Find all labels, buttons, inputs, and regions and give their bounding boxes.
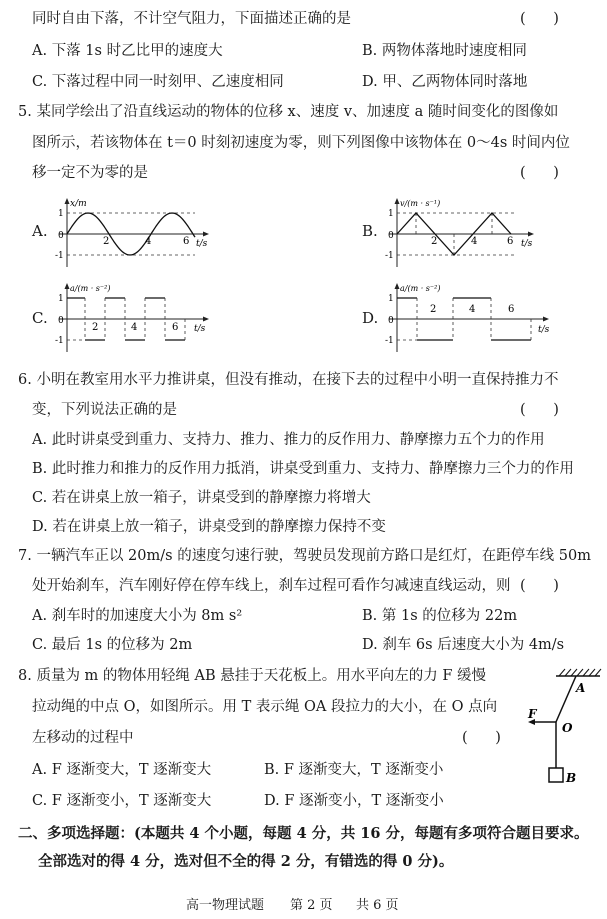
q7-option-d: D. 刹车 6s 后速度大小为 4m/s bbox=[362, 637, 565, 653]
q6-option-d: D. 若在讲桌上放一箱子，讲桌受到的静摩擦力保持不变 bbox=[32, 519, 386, 535]
q8-rope-figure bbox=[520, 666, 602, 790]
q5-graph-c-xlabel: t/s bbox=[194, 324, 206, 334]
q5-graph-b-label: B. bbox=[362, 222, 378, 240]
q4-answer-paren: ( ) bbox=[520, 11, 559, 27]
q5-graph-d-ytick-1: 1 bbox=[388, 294, 394, 304]
q5-graph-a-ytick-0: 0 bbox=[58, 231, 64, 241]
q5-graph-c-ytick-neg1: -1 bbox=[55, 336, 64, 346]
q5-stem-line-1: 5. 某同学绘出了沿直线运动的物体的位移 x、速度 v、加速度 a 随时间变化的图像如 bbox=[18, 104, 559, 120]
q5-graph-c-ylabel: a/(m · s⁻²) bbox=[70, 284, 111, 293]
q5-graph-a-tick-4: 4 bbox=[145, 236, 152, 247]
q8-option-c: C. F 逐渐变小，T 逐渐变大 bbox=[32, 793, 212, 809]
footer-page: 第 2 页 bbox=[290, 898, 333, 913]
q5-graph-a-ylabel: x/m bbox=[70, 199, 87, 209]
q5-graph-b-xlabel: t/s bbox=[521, 239, 533, 249]
q5-graph-d-ytick-neg1: -1 bbox=[385, 336, 394, 346]
section2-header-line-1: 二、多项选择题：(本题共 4 个小题，每题 4 分，共 16 分，每题有多项符合题目要求。 bbox=[18, 825, 589, 842]
q5-stem-line-2: 图所示，若该物体在 t＝0 时刻初速度为零，则下列图像中该物体在 0～4s 时间内位 bbox=[32, 135, 570, 151]
q8-point-a-label: A bbox=[576, 681, 586, 695]
q8-stem-line-1: 8. 质量为 m 的物体用轻绳 AB 悬挂于天花板上。用水平向左的力 F 缓慢 bbox=[18, 668, 487, 684]
q8-option-b: B. F 逐渐变大，T 逐渐变小 bbox=[264, 762, 444, 778]
q5-graph-c-label: C. bbox=[32, 309, 48, 327]
q5-graph-a-ytick-neg1: -1 bbox=[55, 251, 64, 261]
q5-graph-d-tick-6: 6 bbox=[508, 304, 515, 315]
q5-graph-d-tick-4: 4 bbox=[469, 304, 476, 315]
q4-stem-tail: 同时自由下落，不计空气阻力，下面描述正确的是 bbox=[32, 11, 351, 27]
q8-option-d: D. F 逐渐变小，T 逐渐变小 bbox=[264, 793, 444, 809]
q5-graph-d-ylabel: a/(m · s⁻²) bbox=[400, 284, 441, 293]
q5-graph-b-ytick-1: 1 bbox=[388, 209, 394, 219]
q7-stem-line-2: 处开始刹车，汽车刚好停在停车线上，刹车过程可看作匀减速直线运动，则 bbox=[32, 578, 511, 594]
footer-total: 共 6 页 bbox=[356, 898, 399, 913]
footer-title: 高一物理试题 bbox=[186, 898, 265, 913]
q5-graph-b-ytick-neg1: -1 bbox=[385, 251, 394, 261]
q5-graph-a-label: A. bbox=[32, 222, 48, 240]
q5-graph-d-tick-2: 2 bbox=[430, 304, 437, 315]
q5-graph-b-tick-4: 4 bbox=[471, 236, 478, 247]
q5-graph-c-tick-6: 6 bbox=[172, 322, 179, 333]
q5-graph-c-tick-4: 4 bbox=[131, 322, 138, 333]
q8-mass-b-label: B bbox=[566, 771, 577, 785]
section2-header-line-2: 全部选对的得 4 分，选对但不全的得 2 分，有错选的得 0 分)。 bbox=[38, 853, 454, 870]
q5-graph-a-ytick-1: 1 bbox=[58, 209, 64, 219]
q5-graph-c bbox=[55, 280, 220, 358]
q5-graph-b-ytick-0: 0 bbox=[388, 231, 394, 241]
q5-graph-b bbox=[385, 195, 545, 273]
q5-graph-a-xlabel: t/s bbox=[196, 239, 208, 249]
q5-graph-d bbox=[385, 280, 560, 358]
q6-option-b: B. 此时推力和推力的反作用力抵消，讲桌受到重力、支持力、静摩擦力三个力的作用 bbox=[32, 461, 574, 477]
q8-force-f-label: F bbox=[528, 707, 537, 721]
q5-graph-c-ytick-1: 1 bbox=[58, 294, 64, 304]
q4-option-d: D. 甲、乙两物体同时落地 bbox=[362, 74, 528, 90]
q8-option-a: A. F 逐渐变大，T 逐渐变大 bbox=[32, 762, 212, 778]
q6-stem-line-1: 6. 小明在教室用水平力推讲桌，但没有推动，在接下去的过程中小明一直保持推力不 bbox=[18, 372, 559, 388]
q5-graph-b-tick-6: 6 bbox=[507, 236, 514, 247]
q5-graph-d-ytick-0: 0 bbox=[388, 316, 394, 326]
q7-answer-paren: ( ) bbox=[520, 578, 559, 594]
q7-option-b: B. 第 1s 的位移为 22m bbox=[362, 608, 518, 624]
q5-stem-line-3: 移一定不为零的是 bbox=[32, 165, 148, 181]
q4-option-b: B. 两物体落地时速度相同 bbox=[362, 43, 527, 59]
q5-graph-a-tick-6: 6 bbox=[183, 236, 190, 247]
q5-answer-paren: ( ) bbox=[520, 165, 559, 181]
q8-answer-paren: ( ) bbox=[462, 730, 501, 746]
q5-graph-d-label: D. bbox=[362, 309, 379, 327]
q4-option-c: C. 下落过程中同一时刻甲、乙速度相同 bbox=[32, 74, 284, 90]
q7-option-c: C. 最后 1s 的位移为 2m bbox=[32, 637, 193, 653]
q8-stem-line-3: 左移动的过程中 bbox=[32, 730, 134, 746]
q7-stem-line-1: 7. 一辆汽车正以 20m/s 的速度匀速行驶，驾驶员发现前方路口是红灯，在距停车线 50m bbox=[18, 548, 591, 564]
q4-option-a: A. 下落 1s 时乙比甲的速度大 bbox=[32, 43, 223, 59]
q5-graph-d-xlabel: t/s bbox=[538, 325, 550, 335]
q5-graph-c-tick-2: 2 bbox=[92, 322, 99, 333]
q5-graph-a-tick-2: 2 bbox=[103, 236, 110, 247]
q6-answer-paren: ( ) bbox=[520, 402, 559, 418]
q5-graph-a bbox=[55, 195, 220, 273]
q5-graph-b-ylabel: v/(m · s⁻¹) bbox=[400, 199, 441, 208]
q7-option-a: A. 刹车时的加速度大小为 8m s² bbox=[32, 608, 243, 624]
q6-stem-line-2: 变，下列说法正确的是 bbox=[32, 402, 177, 418]
q6-option-c: C. 若在讲桌上放一箱子，讲桌受到的静摩擦力将增大 bbox=[32, 490, 371, 506]
q5-graph-c-ytick-0: 0 bbox=[58, 316, 64, 326]
q6-option-a: A. 此时讲桌受到重力、支持力、推力、推力的反作用力、静摩擦力五个力的作用 bbox=[32, 432, 545, 448]
q8-stem-line-2: 拉动绳的中点 O，如图所示。用 T 表示绳 OA 段拉力的大小，在 O 点向 bbox=[32, 699, 498, 715]
q5-graph-b-tick-2: 2 bbox=[431, 236, 438, 247]
q8-point-o-label: O bbox=[562, 721, 573, 735]
